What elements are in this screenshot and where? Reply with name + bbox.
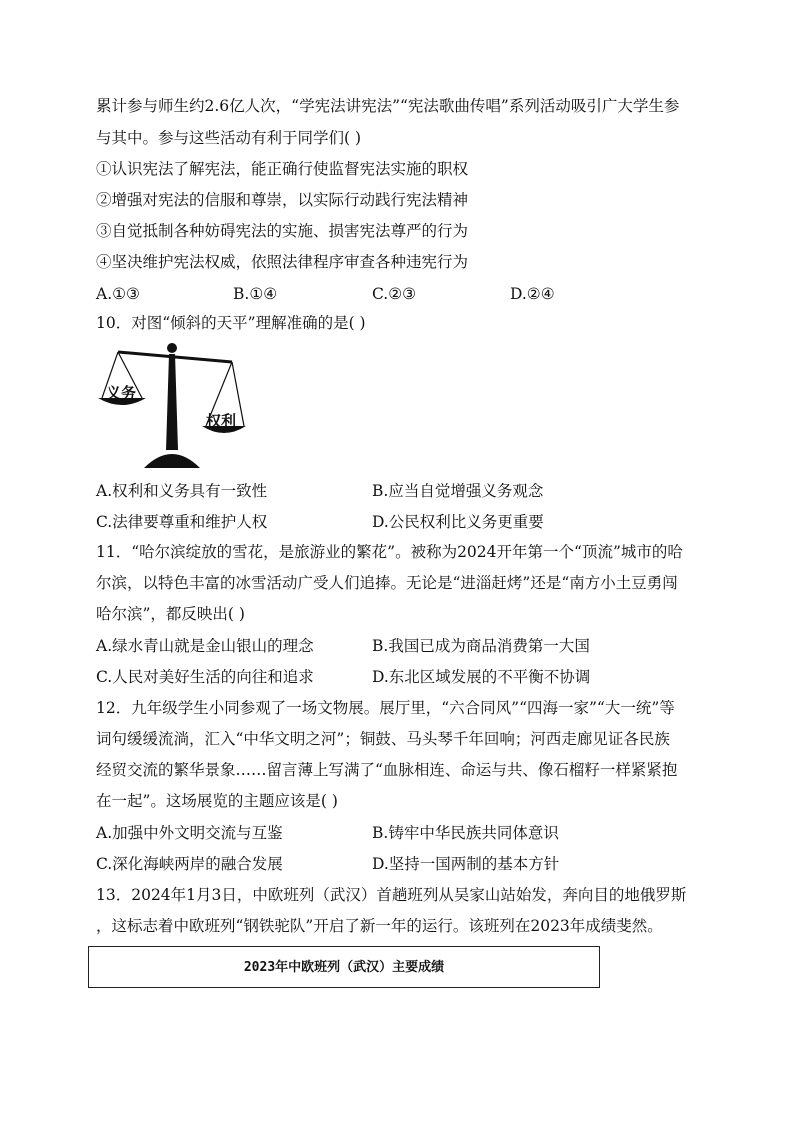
q13-stem-line2: ，这标志着中欧班列“钢铁驼队”开启了新一年的运行。该班列在2023年成绩斐然。 [96,917,663,935]
q11-option-a[interactable]: A.绿水青山就是金山银山的理念 [96,637,314,655]
q10-stem: 10．对图“倾斜的天平”理解准确的是( ) [96,314,366,332]
q12-stem-line3: 经贸交流的繁华景象……留言薄上写满了“血脉相连、命运与共、像石榴籽一样紧紧抱 [96,761,678,779]
q12-option-a[interactable]: A.加强中外文明交流与互鉴 [96,824,283,842]
q12-stem-line4: 在一起”。这场展览的主题应该是( ) [96,792,338,810]
q9-item-3: ③自觉抵制各种妨碍宪法的实施、损害宪法尊严的行为 [96,222,469,240]
q9-item-4: ④坚决维护宪法权威，依照法律程序审查各种违宪行为 [96,253,469,271]
q10-option-a[interactable]: A.权利和义务具有一致性 [96,482,268,500]
scale-base [144,454,200,468]
q9-item-1: ①认识宪法了解宪法，能正确行使监督宪法实施的职权 [96,160,469,178]
q12-option-b[interactable]: B.铸牢中华民族共同体意识 [372,824,559,842]
q11-option-d[interactable]: D.东北区域发展的不平衡不协调 [372,668,591,686]
tilted-balance-scale-image [96,340,246,475]
q11-option-c[interactable]: C.人民对美好生活的向往和追求 [96,668,314,686]
q12-option-c[interactable]: C.深化海峡两岸的融合发展 [96,855,283,873]
q11-stem-line3: 哈尔滨”，都反映出( ) [96,605,245,623]
q10-option-b[interactable]: B.应当自觉增强义务观念 [372,482,544,500]
q9-stem-line2: 与其中。参与这些活动有利于同学们( ) [96,129,362,147]
q12-stem-line1: 12．九年级学生小同参观了一场文物展。展厅里，“六合同风”“四海一家”“大一统”等 [96,699,675,717]
q10-option-c[interactable]: C.法律要尊重和维护人权 [96,513,268,531]
scale-pivot-knob [167,343,177,353]
q10-option-d[interactable]: D.公民权利比义务更重要 [372,513,544,531]
q13-stem-line1: 13．2024年1月3日，中欧班列（武汉）首趟班列从吴家山站始发，奔向目的地俄罗斯 [96,886,687,904]
left-pan-label: 义务 [106,384,137,402]
q12-stem-line2: 词句缓缓流淌，汇入“中华文明之河”；铜鼓、马头琴千年回响；河西走廊见证各民族 [96,730,670,748]
q12-option-d[interactable]: D.坚持一国两制的基本方针 [372,855,560,873]
q13-table-title: 2023年中欧班列（武汉）主要成绩 [243,960,445,975]
q11-stem-line1: 11．“哈尔滨绽放的雪花，是旅游业的繁花”。被称为2024开年第一个“顶流”城市的哈 [96,543,683,561]
q11-option-b[interactable]: B.我国已成为商品消费第一大国 [372,637,590,655]
q9-option-a[interactable]: A.①③ [96,285,140,303]
q13-results-table [88,946,600,988]
q9-item-2: ②增强对宪法的信服和尊崇，以实际行动践行宪法精神 [96,191,469,209]
q9-option-d[interactable]: D.②④ [510,285,555,303]
q9-option-c[interactable]: C.②③ [372,285,417,303]
q9-stem-line1: 累计参与师生约2.6亿人次，“学宪法讲宪法”“宪法歌曲传唱”系列活动吸引广大学生参 [96,97,680,115]
right-pan-label: 权利 [206,412,237,430]
q9-option-b[interactable]: B.①④ [233,285,278,303]
q11-stem-line2: 尔滨，以特色丰富的冰雪活动广受人们追捧。无论是“进淄赶烤”还是“南方小土豆勇闯 [96,574,678,592]
scale-post [166,354,178,450]
